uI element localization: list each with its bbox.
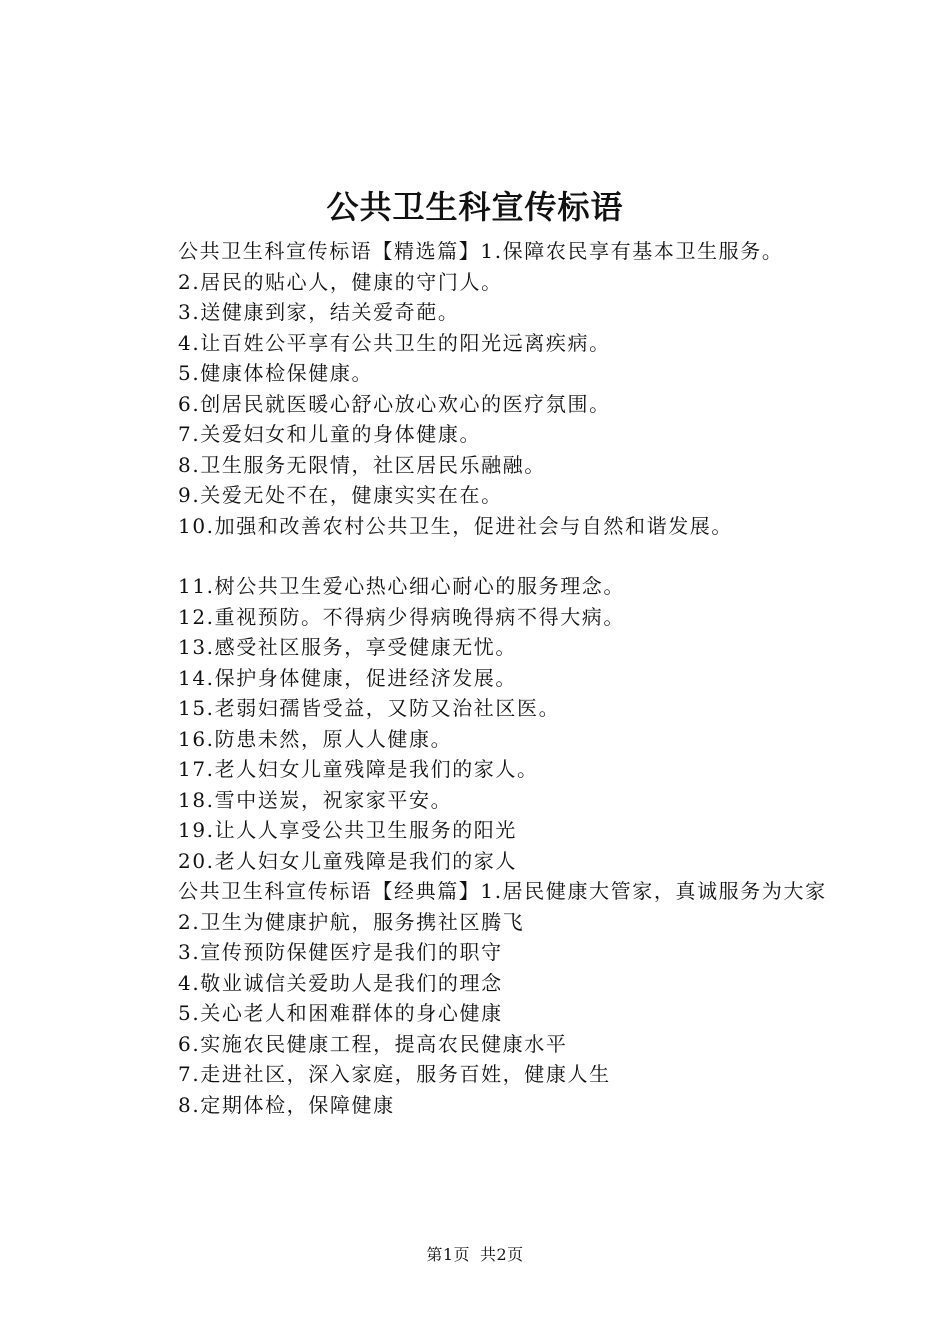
list-item: 17.老人妇女儿童残障是我们的家人。 [178, 757, 539, 781]
list-item: 7.关爱妇女和儿童的身体健康。 [178, 422, 482, 446]
list-item: 18.雪中送炭，祝家家平安。 [178, 787, 453, 812]
list-item: 3.宣传预防保健医疗是我们的职守 [178, 940, 503, 964]
list-item: 15.老弱妇孺皆受益，又防又治社区医。 [178, 696, 561, 720]
list-item: 8.卫生服务无限情，社区居民乐融融。 [178, 452, 546, 477]
document-body [128, 236, 840, 1120]
list-item: 20.老人妇女儿童残障是我们的家人 [178, 848, 518, 873]
list-item: 16.防患未然，原人人健康。 [178, 726, 453, 751]
list-item: 5.关心老人和困难群体的身心健康 [178, 1001, 503, 1025]
list-item: 6.实施农民健康工程，提高农民健康水平 [178, 1031, 568, 1056]
list-item: 3.送健康到家，结关爱奇葩。 [178, 300, 460, 324]
page-total: 共2页 [480, 1245, 524, 1264]
list-item: 14.保护身体健康，促进经济发展。 [178, 665, 518, 690]
list-item: 7.走进社区，深入家庭，服务百姓，健康人生 [178, 1062, 611, 1086]
section2-intro: 公共卫生科宣传标语【经典篇】1.居民健康大管家，真诚服务为大家 [178, 879, 827, 903]
document-title: 公共卫生科宣传标语 [326, 188, 624, 226]
list-item: 9.关爱无处不在，健康实实在在。 [178, 483, 503, 507]
list-item: 11.树公共卫生爱心热心细心耐心的服务理念。 [178, 574, 626, 598]
list-item: 10.加强和改善农村公共卫生，促进社会与自然和谐发展。 [178, 513, 734, 538]
section1-intro: 公共卫生科宣传标语【精选篇】1.保障农民享有基本卫生服务。 [178, 239, 784, 263]
list-item: 19.让人人享受公共卫生服务的阳光 [178, 818, 518, 842]
list-item: 12.重视预防。不得病少得病晚得病不得大病。 [178, 604, 626, 629]
page-number: 第1页 [426, 1245, 470, 1264]
list-item: 13.感受社区服务，享受健康无忧。 [178, 635, 518, 659]
page-footer [0, 1243, 950, 1267]
list-item: 4.让百姓公平享有公共卫生的阳光远离疾病。 [178, 330, 611, 355]
list-item: 5.健康体检保健康。 [178, 361, 374, 385]
list-item: 4.敬业诚信关爱助人是我们的理念 [178, 970, 503, 995]
list-item: 8.定期体检，保障健康 [178, 1092, 395, 1117]
list-item: 2.卫生为健康护航，服务携社区腾飞 [178, 909, 525, 934]
list-item: 2.居民的贴心人，健康的守门人。 [178, 269, 503, 294]
paragraph-gap [128, 541, 840, 571]
list-item: 6.创居民就医暖心舒心放心欢心的医疗氛围。 [178, 391, 611, 416]
